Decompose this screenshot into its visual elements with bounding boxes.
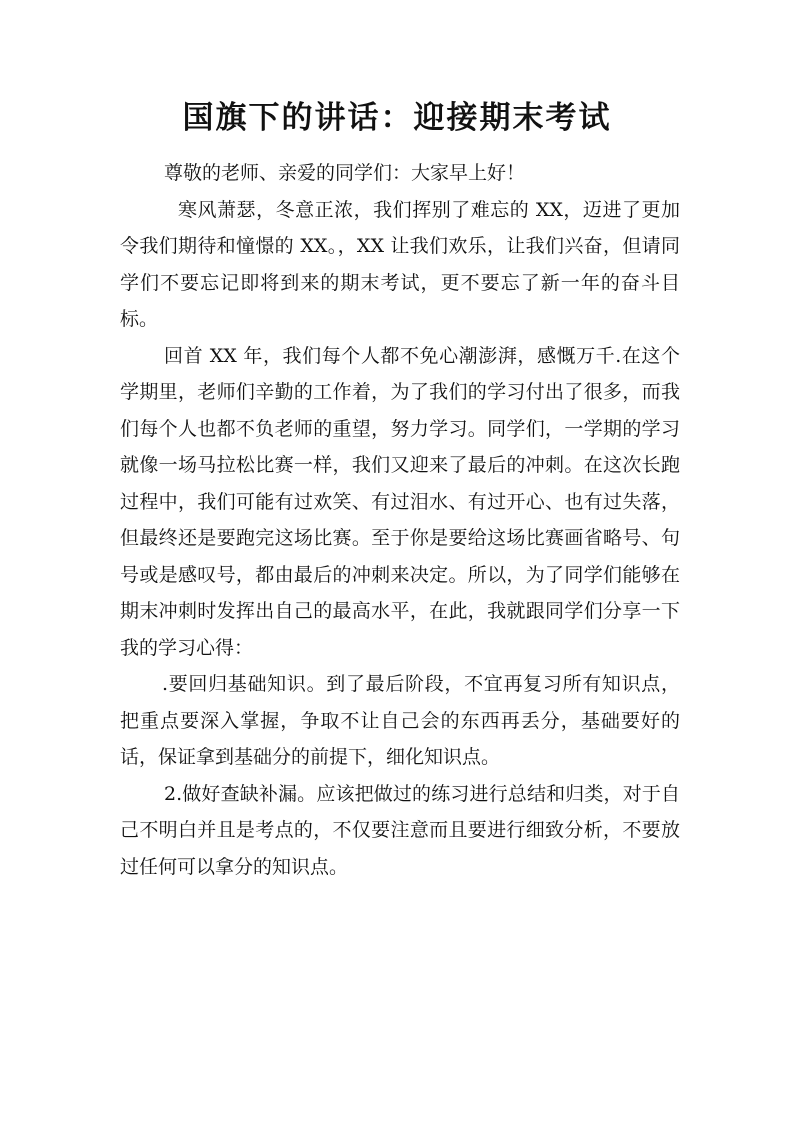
- paragraph-3: .要回归基础知识。到了最后阶段，不宜再复习所有知识点，把重点要深入掌握，争取不让自己会的东西再丢分，基础要好的话，保证拿到基础分的前提下，细化知识点。: [120, 673, 680, 768]
- greeting-line: 尊敬的老师、亲爱的同学们：大家早上好！: [164, 162, 526, 184]
- document-title: 国旗下的讲话：迎接期末考试: [182, 100, 612, 136]
- document-body: [120, 155, 680, 885]
- paragraph-2: 回首 XX 年，我们每个人都不免心潮澎湃，感慨万千.在这个学期里，老师们辛勤的工作着，为了我们的学习付出了很多，而我们每个人也都不负老师的重望，努力学习。同学们，一学期的学习就像一场马拉松比赛一样，我们又迎来了最后的冲刺。在这次长跑过程中，我们可能有过欢笑、有过泪水、有过开心、也有过失落，但最终还是要跑完这场比赛。至于你是要给这场比赛画省略号、句号或是感叹号，都由最后的冲刺来决定。所以，为了同学们能够在期末冲刺时发挥出自己的最高水平，在此，我就跟同学们分享一下我的学习心得：: [120, 344, 680, 659]
- paragraph-1: 寒风萧瑟，冬意正浓，我们挥别了难忘的 XX，迈进了更加令我们期待和憧憬的 XX。，XX 让我们欢乐，让我们兴奋，但请同学们不要忘记即将到来的期末考试，更不要忘了新一年的奋斗目标。: [120, 198, 680, 330]
- paragraph-4: 2.做好查缺补漏。应该把做过的练习进行总结和归类，对于自己不明白并且是考点的，不仅要注意而且要进行细致分析，不要放过任何可以拿分的知识点。: [120, 782, 680, 878]
